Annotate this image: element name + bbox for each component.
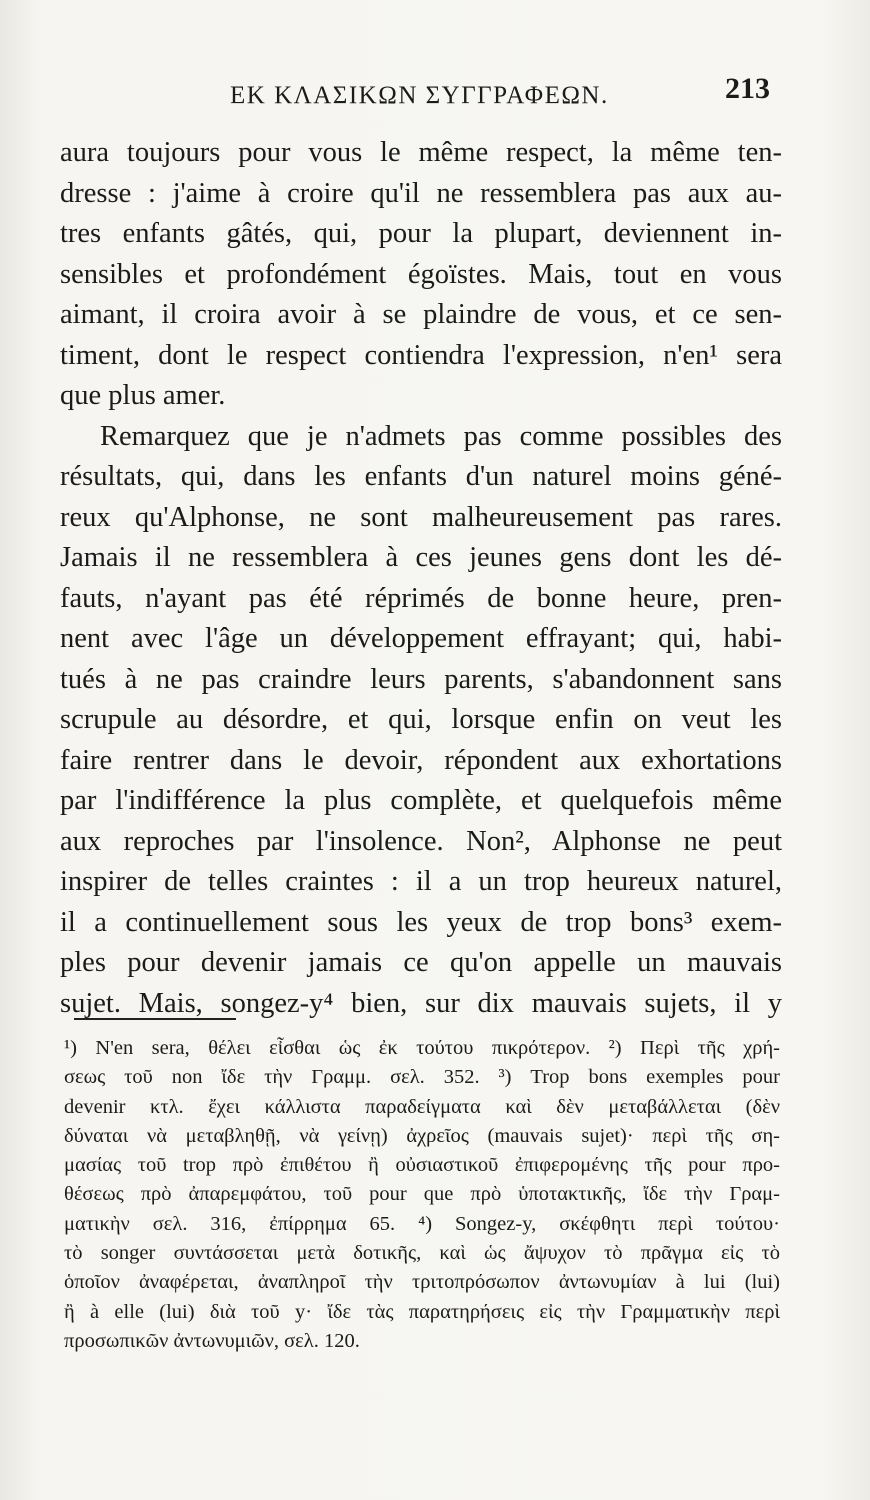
body-text bbox=[60, 133, 782, 1024]
footnote-line: ὁποῖον ἀναφέρεται, ἀναπληροῖ τὴν τριτοπρόσωπον ἀντωνυμίαν à lui (lui) bbox=[64, 1271, 780, 1294]
footnote-line: devenir κτλ. ἔχει κάλλιστα παραδείγματα καὶ δὲν μεταβάλλεται (δὲν bbox=[64, 1095, 780, 1118]
footnote-line: σεως τοῦ non ἴδε τὴν Γραμμ. σελ. 352. ³) Trop bons exemples pour bbox=[64, 1066, 780, 1089]
running-head bbox=[60, 70, 770, 110]
paragraph-1 bbox=[60, 133, 782, 417]
footnote-line: τὸ songer συντάσσεται μετὰ δοτικῆς, καὶ ὡς ἄψυχον τὸ πρᾶγμα εἰς τὸ bbox=[64, 1242, 780, 1265]
footnote-line: ματικὴν σελ. 316, ἐπίρρημα 65. ⁴) Songez-y, σκέφθητι περὶ τούτου· bbox=[64, 1212, 780, 1235]
text-line: Remarquez que je n'admets pas comme possibles des bbox=[100, 420, 782, 452]
footnote-line: δύναται νὰ μεταβληθῇ, νὰ γείνῃ) ἀχρεῖος (mauvais sujet)· περὶ τῆς ση- bbox=[64, 1124, 780, 1147]
text-line: reux qu'Alphonse, ne sont malheureusement pas rares. bbox=[60, 501, 782, 533]
footnote-line: θέσεως πρὸ ἀπαρεμφάτου, τοῦ pour que πρὸ ὑποτακτικῆς, ἴδε τὴν Γραμ- bbox=[64, 1183, 780, 1206]
text-line: tres enfants gâtés, qui, pour la plupart, deviennent in- bbox=[60, 218, 782, 249]
text-line: dresse : j'aime à croire qu'il ne ressemblera pas aux au- bbox=[60, 177, 782, 209]
text-line: sujet. Mais, songez-y⁴ bien, sur dix mauvais sujets, il y bbox=[60, 987, 782, 1019]
text-line: Jamais il ne ressemblera à ces jeunes gens dont les dé- bbox=[60, 542, 782, 573]
text-line: scrupule au désordre, et qui, lorsque enfin on veut les bbox=[60, 704, 782, 735]
footnote-line: ἢ à elle (lui) διὰ τοῦ y· ἴδε τὰς παρατηρήσεις εἰς τὴν Γραμματικὴν περὶ bbox=[64, 1300, 780, 1323]
text-line: tués à ne pas craindre leurs parents, s'abandonnent sans bbox=[60, 663, 782, 695]
text-line: aimant, il croira avoir à se plaindre de vous, et ce sen- bbox=[60, 299, 782, 330]
footnote-line: ¹) N'en sera, θέλει εἶσθαι ὡς ἐκ τούτου πικρότερον. ²) Περὶ τῆς χρή- bbox=[64, 1037, 780, 1059]
running-title: ΕΚ ΚΛΑΣΙΚΩΝ ΣΥΓΓΡΑΦΕΩΝ. bbox=[230, 82, 609, 109]
text-line: sensibles et profondément égoïstes. Mais, tout en vous bbox=[60, 258, 782, 290]
text-line: aux reproches par l'insolence. Non², Alphonse ne peut bbox=[60, 825, 782, 857]
text-line: nent avec l'âge un développement effrayant; qui, habi- bbox=[60, 623, 782, 654]
page-number: 213 bbox=[725, 72, 770, 105]
text-line: par l'indifférence la plus complète, et quelquefois même bbox=[60, 785, 782, 816]
text-line: que plus amer. bbox=[60, 380, 226, 411]
text-line: inspirer de telles craintes : il a un trop heureux naturel, bbox=[60, 866, 782, 897]
footnote-line: προσωπικῶν ἀντωνυμιῶν, σελ. 120. bbox=[64, 1329, 360, 1352]
text-line: résultats, qui, dans les enfants d'un naturel moins géné- bbox=[60, 461, 782, 492]
text-line: il a continuellement sous les yeux de trop bons³ exem- bbox=[60, 906, 782, 938]
text-line: faire rentrer dans le devoir, répondent aux exhortations bbox=[60, 744, 782, 776]
footnotes bbox=[64, 1034, 780, 1356]
footnote-rule bbox=[74, 1018, 236, 1020]
paragraph-2 bbox=[60, 417, 782, 1025]
text-line: aura toujours pour vous le même respect, la même ten- bbox=[60, 137, 782, 168]
text-line: fauts, n'ayant pas été réprimés de bonne heure, pren- bbox=[60, 582, 782, 614]
text-line: ples pour devenir jamais ce qu'on appelle un mauvais bbox=[60, 947, 782, 978]
text-line: timent, dont le respect contiendra l'expression, n'en¹ sera bbox=[60, 339, 782, 371]
footnote-line: μασίας τοῦ trop πρὸ ἐπιθέτου ἢ οὐσιαστικοῦ ἐπιφερομένης τῆς pour προ- bbox=[64, 1154, 780, 1177]
